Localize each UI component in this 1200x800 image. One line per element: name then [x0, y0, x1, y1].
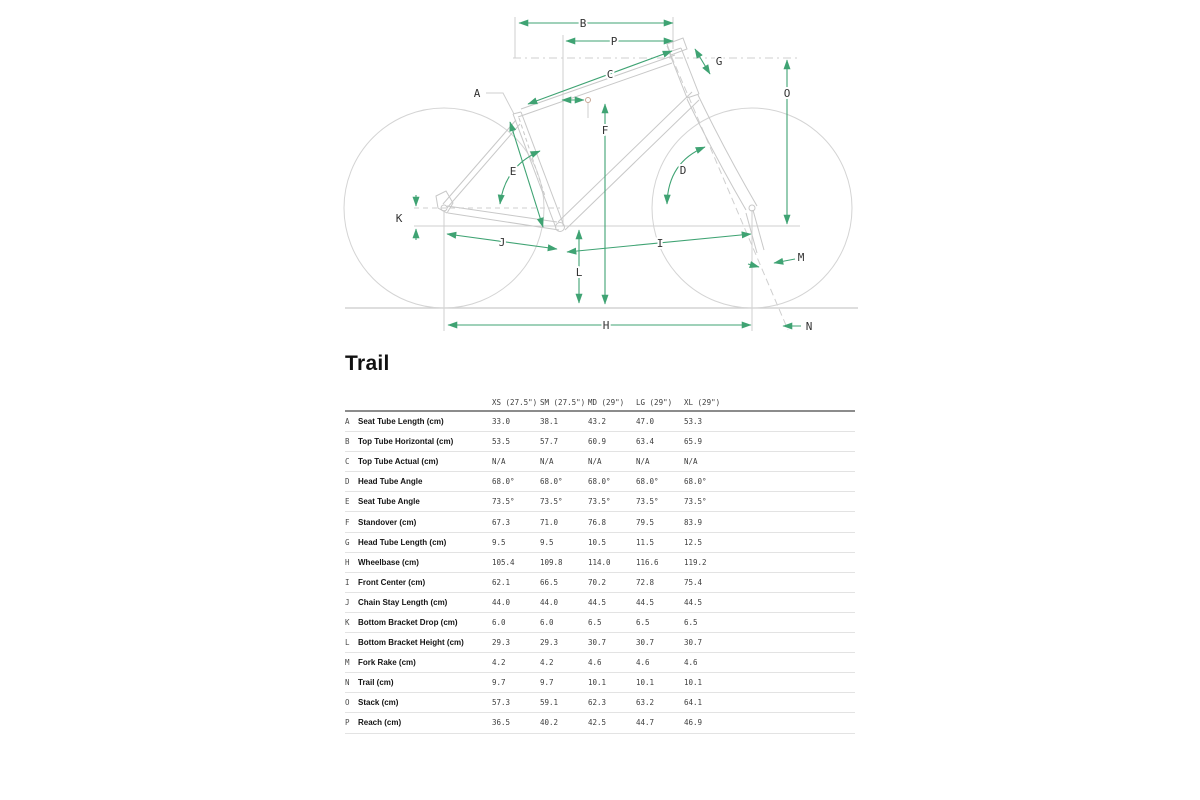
row-value-xs: 57.3 [492, 698, 511, 708]
dim-label-D: D [679, 164, 687, 177]
size-header-md: MD (29") [588, 398, 625, 407]
geometry-table-body [345, 412, 855, 734]
table-row [345, 673, 855, 693]
row-label: Reach (cm) [358, 718, 402, 728]
row-letter: C [345, 457, 350, 467]
row-label: Seat Tube Angle [358, 497, 420, 507]
row-value-xs: N/A [492, 457, 506, 467]
table-row [345, 593, 855, 613]
row-value-lg: 6.5 [636, 617, 650, 627]
dim-label-J: J [498, 236, 506, 249]
row-label: Head Tube Angle [358, 477, 423, 487]
row-value-xl: 30.7 [684, 638, 703, 648]
row-label: Top Tube Horizontal (cm) [358, 437, 454, 447]
table-row [345, 713, 855, 733]
row-value-xs: 9.7 [492, 678, 506, 688]
row-value-sm: 109.8 [540, 557, 563, 567]
dim-label-N: N [805, 320, 813, 333]
row-value-sm: 40.2 [540, 718, 559, 728]
row-letter: B [345, 437, 350, 447]
row-value-xl: 65.9 [684, 437, 703, 447]
row-value-xs: 36.5 [492, 718, 511, 728]
dimension-labels [396, 17, 813, 333]
row-value-md: 42.5 [588, 718, 607, 728]
dim-label-H: H [602, 319, 610, 332]
row-value-sm: 29.3 [540, 638, 559, 648]
row-value-xl: 4.6 [684, 658, 698, 668]
table-row [345, 472, 855, 492]
row-value-sm: 66.5 [540, 577, 559, 587]
dim-label-G: G [715, 55, 723, 68]
dim-M-fork-rake-arrow [774, 259, 795, 263]
row-letter: M [345, 658, 350, 668]
dim-label-B: B [579, 17, 587, 30]
row-label: Front Center (cm) [358, 577, 426, 587]
row-value-md: 10.1 [588, 678, 607, 688]
dim-label-K: K [395, 212, 403, 225]
row-value-sm: 73.5° [540, 497, 563, 507]
row-letter: H [345, 557, 350, 567]
page-title: Trail [345, 352, 390, 375]
row-value-xs: 67.3 [492, 517, 511, 527]
row-value-sm: 4.2 [540, 658, 554, 668]
geometry-table-header [345, 381, 855, 412]
row-value-sm: 9.7 [540, 678, 554, 688]
row-letter: O [345, 698, 350, 708]
table-row [345, 533, 855, 553]
row-value-lg: 30.7 [636, 638, 655, 648]
table-row [345, 452, 855, 472]
table-row [345, 512, 855, 532]
row-value-md: 62.3 [588, 698, 607, 708]
top-tube [521, 55, 675, 109]
size-header-lg: LG (29") [636, 398, 673, 407]
row-letter: J [345, 597, 350, 607]
row-value-sm: N/A [540, 457, 554, 467]
row-value-lg: 63.2 [636, 698, 655, 708]
head-tube [681, 48, 699, 94]
row-value-xl: 53.3 [684, 417, 703, 427]
row-value-lg: 44.5 [636, 597, 655, 607]
geometry-table [345, 352, 855, 734]
row-value-xl: 75.4 [684, 577, 703, 587]
dim-label-O: O [783, 87, 791, 100]
dim-label-C: C [606, 68, 614, 81]
row-letter: G [345, 537, 350, 547]
row-label: Trail (cm) [358, 678, 394, 688]
row-value-sm: 59.1 [540, 698, 559, 708]
table-row [345, 573, 855, 593]
table-row [345, 633, 855, 653]
row-value-md: 70.2 [588, 577, 607, 587]
seat-tube [521, 112, 564, 226]
row-value-xs: 6.0 [492, 617, 506, 627]
row-value-md: 6.5 [588, 617, 602, 627]
table-row [345, 553, 855, 573]
size-header-xl: XL (29") [684, 398, 721, 407]
row-value-lg: 11.5 [636, 537, 655, 547]
row-value-xs: 73.5° [492, 497, 515, 507]
row-value-sm: 44.0 [540, 597, 559, 607]
row-label: Fork Rake (cm) [358, 658, 416, 668]
reference-lines [345, 17, 858, 331]
row-label: Wheelbase (cm) [358, 557, 419, 567]
row-value-lg: 79.5 [636, 517, 655, 527]
table-row [345, 613, 855, 633]
dim-label-E: E [509, 165, 517, 178]
row-value-xl: 119.2 [684, 557, 707, 567]
row-label: Standover (cm) [358, 517, 417, 527]
row-value-xl: N/A [684, 457, 698, 467]
row-value-lg: 68.0° [636, 477, 659, 487]
row-label: Stack (cm) [358, 698, 399, 708]
row-value-xl: 44.5 [684, 597, 703, 607]
table-row [345, 653, 855, 673]
row-value-lg: N/A [636, 457, 650, 467]
table-row [345, 492, 855, 512]
row-letter: N [345, 678, 350, 688]
dim-label-L: L [575, 266, 583, 279]
row-value-xl: 68.0° [684, 477, 707, 487]
row-value-md: 43.2 [588, 417, 607, 427]
row-value-md: 60.9 [588, 437, 607, 447]
row-value-sm: 68.0° [540, 477, 563, 487]
row-letter: E [345, 497, 350, 507]
dim-label-F: F [601, 124, 609, 137]
row-value-lg: 72.8 [636, 577, 655, 587]
row-label: Bottom Bracket Height (cm) [358, 638, 464, 648]
row-value-md: N/A [588, 457, 602, 467]
row-value-md: 114.0 [588, 557, 611, 567]
row-value-lg: 116.6 [636, 557, 659, 567]
row-value-md: 10.5 [588, 537, 607, 547]
row-value-md: 4.6 [588, 658, 602, 668]
top-tube-marker-dot [586, 98, 591, 103]
row-value-xs: 9.5 [492, 537, 506, 547]
size-header-xs: XS (27.5") [492, 398, 538, 407]
dim-C-top-tube-actual [528, 51, 672, 104]
row-letter: I [345, 577, 350, 587]
row-letter: K [345, 617, 350, 627]
seat-stay [443, 120, 516, 204]
row-value-lg: 73.5° [636, 497, 659, 507]
row-value-lg: 10.1 [636, 678, 655, 688]
row-value-lg: 47.0 [636, 417, 655, 427]
row-value-xl: 6.5 [684, 617, 698, 627]
row-value-xs: 4.2 [492, 658, 506, 668]
row-value-sm: 38.1 [540, 417, 559, 427]
row-label: Top Tube Actual (cm) [358, 457, 439, 467]
row-value-md: 76.8 [588, 517, 607, 527]
row-value-sm: 57.7 [540, 437, 559, 447]
row-value-xs: 53.5 [492, 437, 511, 447]
row-letter: F [345, 517, 350, 527]
row-value-xs: 62.1 [492, 577, 511, 587]
row-value-sm: 71.0 [540, 517, 559, 527]
row-value-lg: 4.6 [636, 658, 650, 668]
label-a-leader [486, 93, 514, 114]
row-value-xs: 105.4 [492, 557, 515, 567]
row-value-xl: 83.9 [684, 517, 703, 527]
fork-blade [687, 99, 746, 210]
row-value-sm: 9.5 [540, 537, 554, 547]
row-letter: A [345, 417, 350, 427]
row-label: Chain Stay Length (cm) [358, 597, 448, 607]
row-label: Bottom Bracket Drop (cm) [358, 617, 458, 627]
row-value-xs: 68.0° [492, 477, 515, 487]
row-value-xs: 33.0 [492, 417, 511, 427]
row-value-xl: 46.9 [684, 718, 703, 728]
row-value-md: 30.7 [588, 638, 607, 648]
table-row [345, 412, 855, 432]
row-letter: D [345, 477, 350, 487]
row-value-xl: 10.1 [684, 678, 703, 688]
dim-label-A: A [473, 87, 481, 100]
dim-G-head-tube-length [695, 49, 710, 74]
row-value-lg: 44.7 [636, 718, 655, 728]
row-value-xs: 29.3 [492, 638, 511, 648]
size-header-sm: SM (27.5") [540, 398, 586, 407]
table-row [345, 693, 855, 713]
row-value-lg: 63.4 [636, 437, 655, 447]
row-letter: P [345, 718, 350, 728]
dim-label-M: M [797, 251, 805, 264]
row-value-md: 73.5° [588, 497, 611, 507]
row-value-md: 68.0° [588, 477, 611, 487]
row-label: Head Tube Length (cm) [358, 537, 447, 547]
table-row [345, 432, 855, 452]
row-value-xl: 12.5 [684, 537, 703, 547]
row-label: Seat Tube Length (cm) [358, 417, 444, 427]
row-value-sm: 6.0 [540, 617, 554, 627]
row-value-md: 44.5 [588, 597, 607, 607]
dim-M-fork-rake-arrow-2 [748, 264, 759, 267]
row-value-xl: 73.5° [684, 497, 707, 507]
row-value-xs: 44.0 [492, 597, 511, 607]
dim-label-I: I [656, 237, 664, 250]
steering-axis-line [667, 46, 788, 330]
row-value-xl: 64.1 [684, 698, 703, 708]
dim-label-P: P [610, 35, 618, 48]
dim-E-seat-angle-arc [500, 151, 540, 204]
row-letter: L [345, 638, 350, 648]
